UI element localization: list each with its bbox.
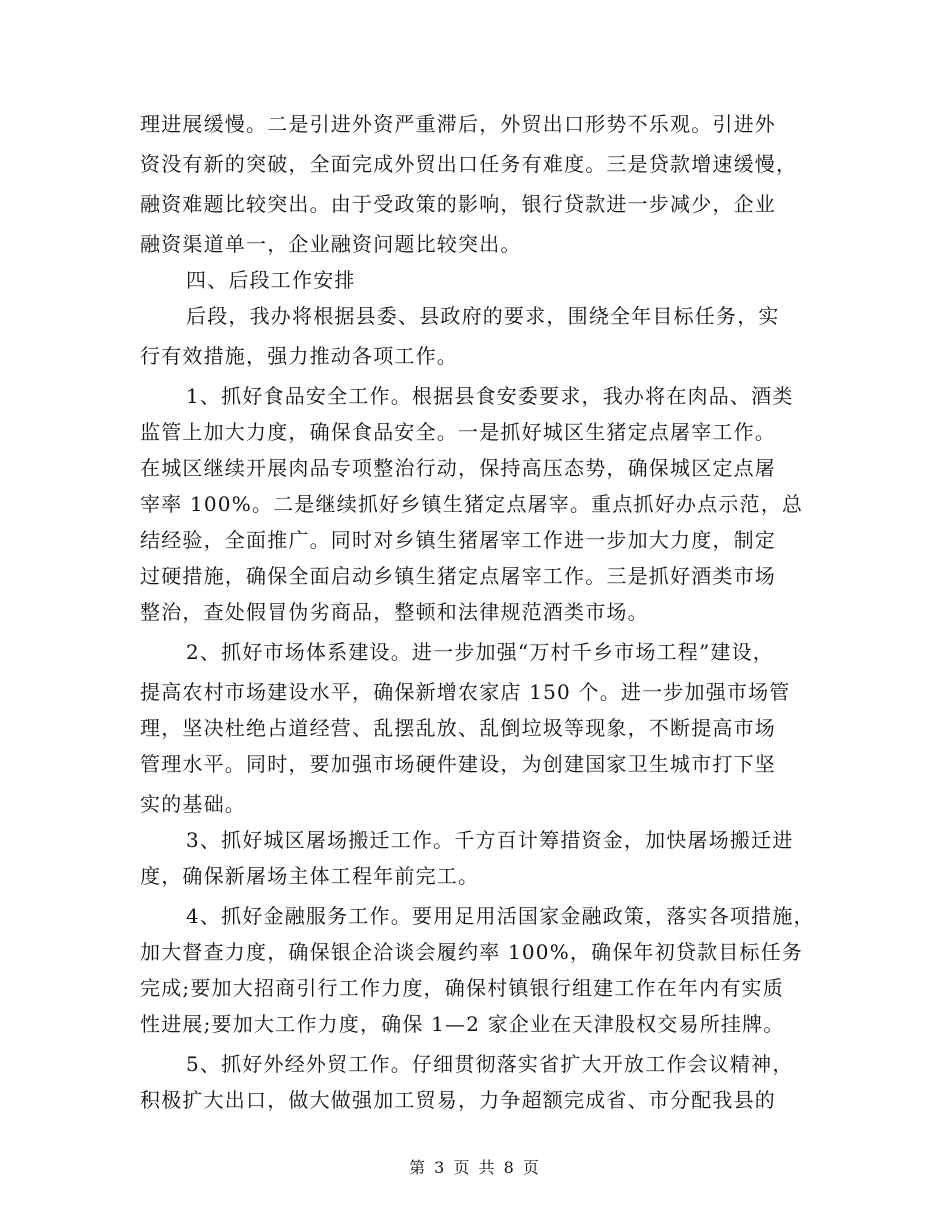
- text-line: 实的基础。: [140, 792, 246, 816]
- text-line: 后段，我办将根据县委、县政府的要求，围绕全年目标任务，实: [186, 304, 780, 328]
- text-line: 宰率 100%。二是继续抓好乡镇生猪定点屠宰。重点抓好办点示范，总: [140, 492, 804, 516]
- text-line: 行有效措施，强力推动各项工作。: [140, 344, 458, 368]
- text-line: 2、抓好市场体系建设。进一步加强“万村千乡市场工程”建设，: [186, 640, 774, 664]
- text-line: 理进展缓慢。二是引进外资严重滞后，外贸出口形势不乐观。引进外: [140, 112, 776, 136]
- section-heading: 四、后段工作安排: [186, 268, 356, 292]
- text-line: 理，坚决杜绝占道经营、乱摆乱放、乱倒垃圾等现象，不断提高市场: [140, 716, 776, 740]
- text-line: 1、抓好食品安全工作。根据县食安委要求，我办将在肉品、酒类: [186, 384, 794, 408]
- text-line: 完成;要加大招商引行工作力度，确保村镇银行组建工作在年内有实质: [140, 976, 784, 1000]
- text-line: 融资渠道单一，企业融资问题比较突出。: [140, 232, 522, 256]
- text-line: 提高农村市场建设水平，确保新增农家店 150 个。进一步加强市场管: [140, 680, 791, 704]
- text-line: 管理水平。同时，要加强市场硬件建设，为创建国家卫生城市打下坚: [140, 752, 776, 776]
- text-line: 5、抓好外经外贸工作。仔细贯彻落实省扩大开放工作会议精神，: [186, 1052, 794, 1076]
- text-line: 监管上加大力度，确保食品安全。一是抓好城区生猪定点屠宰工作。: [140, 420, 776, 444]
- text-line: 3、抓好城区屠场搬迁工作。千方百计筹措资金，加快屠场搬迁进: [186, 828, 794, 852]
- text-line: 积极扩大出口，做大做强加工贸易，力争超额完成省、市分配我县的: [140, 1088, 776, 1112]
- text-line: 度，确保新屠场主体工程年前完工。: [140, 864, 480, 888]
- text-line: 过硬措施，确保全面启动乡镇生猪定点屠宰工作。三是抓好酒类市场: [140, 564, 776, 588]
- text-line: 加大督查力度，确保银企洽谈会履约率 100%，确保年初贷款目标任务: [140, 940, 804, 964]
- text-line: 整治，查处假冒伪劣商品，整顿和法律规范酒类市场。: [140, 600, 649, 624]
- text-line: 4、抓好金融服务工作。要用足用活国家金融政策，落实各项措施，: [186, 904, 815, 928]
- text-line: 性进展;要加大工作力度，确保 1—2 家企业在天津股权交易所挂牌。: [140, 1012, 785, 1036]
- page-number-footer: 第 3 页 共 8 页: [409, 1158, 541, 1177]
- text-line: 在城区继续开展肉品专项整治行动，保持高压态势，确保城区定点屠: [140, 456, 776, 480]
- text-line: 融资难题比较突出。由于受政策的影响，银行贷款进一步减少，企业: [140, 192, 776, 216]
- text-line: 结经验，全面推广。同时对乡镇生猪屠宰工作进一步加大力度，制定: [140, 528, 776, 552]
- text-line: 资没有新的突破，全面完成外贸出口任务有难度。三是贷款增速缓慢，: [140, 152, 798, 176]
